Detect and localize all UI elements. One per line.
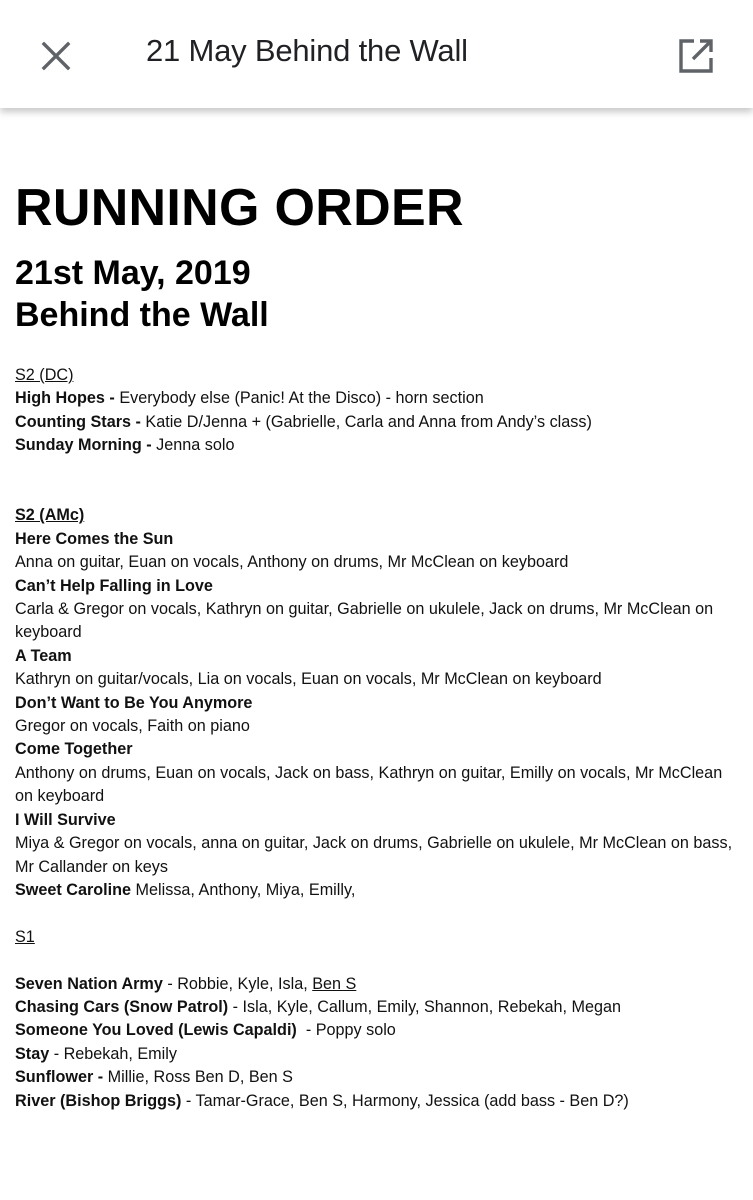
- song-detail: Everybody else (Panic! At the Disco) - horn section: [114, 389, 484, 408]
- list-item: [15, 996, 740, 1019]
- document-title: 21 May Behind the Wall: [146, 33, 468, 68]
- open-in-new-icon: [677, 37, 715, 75]
- song-detail: Kathryn on guitar/vocals, Lia on vocals, Euan on vocals, Mr McClean on keyboard: [15, 670, 602, 689]
- song-title: Someone You Loved (Lewis Capaldi): [15, 1021, 297, 1040]
- song-detail: Jenna solo: [151, 436, 235, 455]
- close-button[interactable]: [36, 36, 76, 76]
- list-item: [15, 434, 740, 457]
- section-label-s2amc: S2 (AMc): [15, 506, 85, 525]
- song-detail: Carla & Gregor on vocals, Kathryn on guitar, Gabrielle on ukulele, Jack on drums, Mr McClean on keyboard: [15, 600, 714, 642]
- song-title: A Team: [15, 646, 72, 665]
- section-label-s1: S1: [15, 927, 35, 946]
- song-detail: Gregor on vocals, Faith on piano: [15, 717, 250, 736]
- song-detail: Miya & Gregor on vocals, anna on guitar, Jack on drums, Gabrielle on ukulele, Mr McClean on bass, Mr Callander on keys: [15, 834, 733, 876]
- song-title: Here Comes the Sun: [15, 529, 174, 548]
- top-app-bar: [0, 0, 753, 108]
- song-detail: - Robbie, Kyle, Isla,: [162, 974, 313, 993]
- song-title: Counting Stars -: [15, 412, 141, 431]
- running-order-body: [15, 364, 740, 1113]
- song-title: Chasing Cars (Snow Patrol): [15, 997, 229, 1016]
- list-item: [15, 879, 740, 902]
- song-detail: - Isla, Kyle, Callum, Emily, Shannon, Rebekah, Megan: [228, 997, 622, 1016]
- song-title: Don’t Want to Be You Anymore: [15, 693, 253, 712]
- song-title: Sweet Caroline: [15, 880, 132, 899]
- song-detail: Katie D/Jenna + (Gabrielle, Carla and Anna from Andy’s class): [140, 412, 592, 431]
- event-date: 21st May, 2019: [15, 254, 251, 292]
- song-detail: - Poppy solo: [296, 1021, 396, 1040]
- song-detail: Melissa, Anthony, Miya, Emilly,: [131, 880, 356, 899]
- song-title: Can’t Help Falling in Love: [15, 576, 213, 595]
- list-item: [15, 1090, 740, 1113]
- song-detail: Anthony on drums, Euan on vocals, Jack on bass, Kathryn on guitar, Emilly on vocals, Mr McClean on keyboard: [15, 763, 723, 806]
- list-item: [15, 1043, 740, 1066]
- section-label-s2dc: S2 (DC): [15, 366, 74, 384]
- song-detail: - Tamar-Grace, Ben S, Harmony, Jessica (add bass - Ben D?): [181, 1091, 629, 1110]
- song-title: I Will Survive: [15, 810, 116, 829]
- song-detail-underlined: Ben S: [312, 974, 357, 993]
- song-title: Stay: [15, 1044, 50, 1063]
- song-detail: Millie, Ross Ben D, Ben S: [103, 1068, 293, 1087]
- event-subtitle: Behind the Wall: [15, 296, 269, 334]
- song-title: High Hopes -: [15, 389, 115, 408]
- list-item: [15, 1019, 740, 1042]
- song-title: Sunflower -: [15, 1068, 104, 1087]
- song-title: Seven Nation Army: [15, 974, 163, 993]
- song-title: Sunday Morning -: [15, 436, 152, 455]
- list-item: [15, 411, 740, 434]
- song-detail: - Rebekah, Emily: [49, 1044, 177, 1063]
- song-detail: Anna on guitar, Euan on vocals, Anthony on drums, Mr McClean on keyboard: [15, 553, 569, 572]
- list-item: [15, 1066, 740, 1089]
- close-icon: [41, 41, 71, 71]
- song-title: River (Bishop Briggs): [15, 1091, 182, 1110]
- song-title: Come Together: [15, 740, 133, 759]
- page-title: RUNNING ORDER: [15, 179, 464, 237]
- list-item: [15, 387, 740, 410]
- document-content: [15, 176, 740, 1113]
- open-in-new-button[interactable]: [676, 36, 716, 76]
- list-item: [15, 973, 740, 996]
